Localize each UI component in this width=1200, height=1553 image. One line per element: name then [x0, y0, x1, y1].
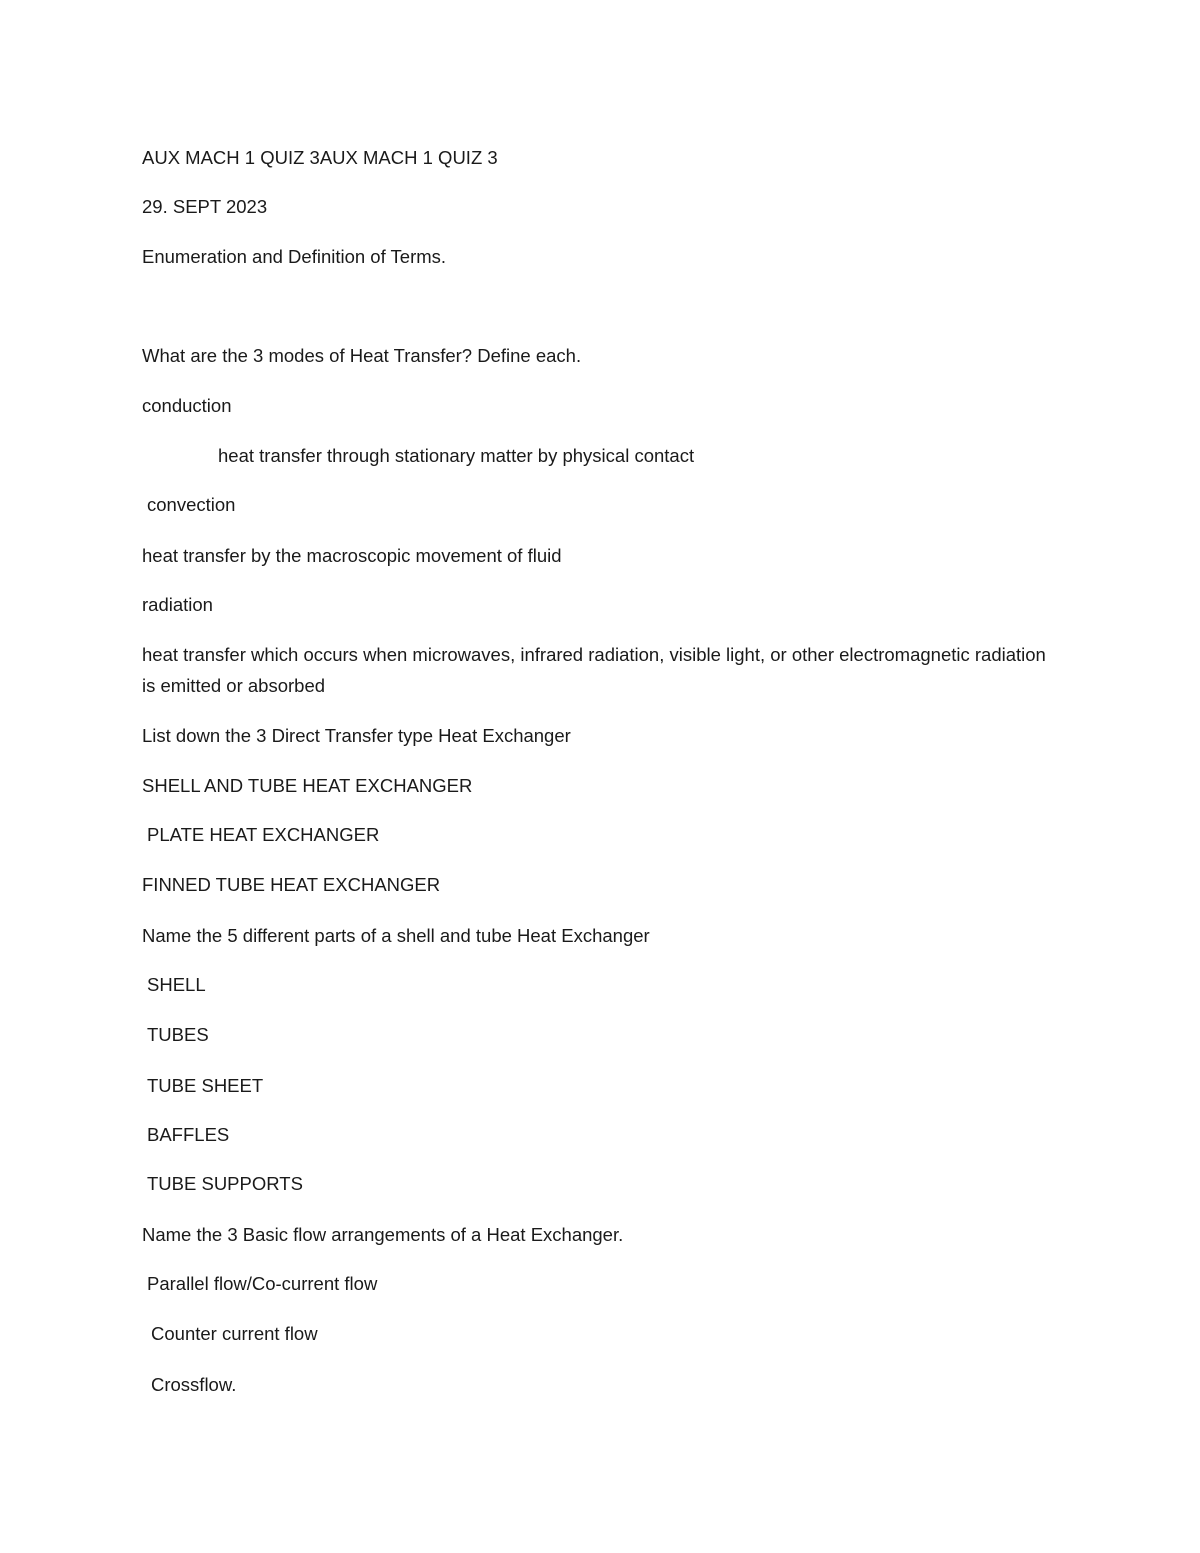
document-title: AUX MACH 1 QUIZ 3AUX MACH 1 QUIZ 3 [142, 147, 498, 168]
definition-convection: heat transfer by the macroscopic movement of fluid [142, 545, 562, 566]
answer-item: Counter current flow [151, 1323, 318, 1344]
answer-item: TUBE SUPPORTS [147, 1173, 303, 1194]
term-convection: convection [147, 494, 236, 515]
definition-radiation: heat transfer which occurs when microwaves, infrared radiation, visible light, or other electromagnetic radiation is emitted or absorbed [142, 644, 1046, 696]
answer-item: BAFFLES [147, 1124, 230, 1145]
term-radiation: radiation [142, 594, 213, 615]
term-conduction: conduction [142, 395, 232, 416]
document-subtitle: Enumeration and Definition of Terms. [142, 246, 447, 267]
document-date: 29. SEPT 2023 [142, 196, 268, 217]
answer-item: Crossflow. [151, 1374, 237, 1395]
answer-item: TUBES [147, 1024, 209, 1045]
answer-item: SHELL AND TUBE HEAT EXCHANGER [142, 775, 473, 796]
answer-item: FINNED TUBE HEAT EXCHANGER [142, 874, 441, 895]
question-flow-arrangements: Name the 3 Basic flow arrangements of a Heat Exchanger. [142, 1224, 624, 1245]
definition-conduction: heat transfer through stationary matter by physical contact [218, 445, 695, 466]
question-shell-tube-parts: Name the 5 different parts of a shell and tube Heat Exchanger [142, 925, 650, 946]
answer-item: Parallel flow/Co-current flow [147, 1273, 378, 1294]
question-direct-transfer-exchangers: List down the 3 Direct Transfer type Heat Exchanger [142, 725, 571, 746]
answer-item: TUBE SHEET [147, 1075, 264, 1096]
answer-item: SHELL [147, 974, 206, 995]
question-heat-transfer-modes: What are the 3 modes of Heat Transfer? Define each. [142, 345, 582, 366]
answer-item: PLATE HEAT EXCHANGER [147, 824, 380, 845]
